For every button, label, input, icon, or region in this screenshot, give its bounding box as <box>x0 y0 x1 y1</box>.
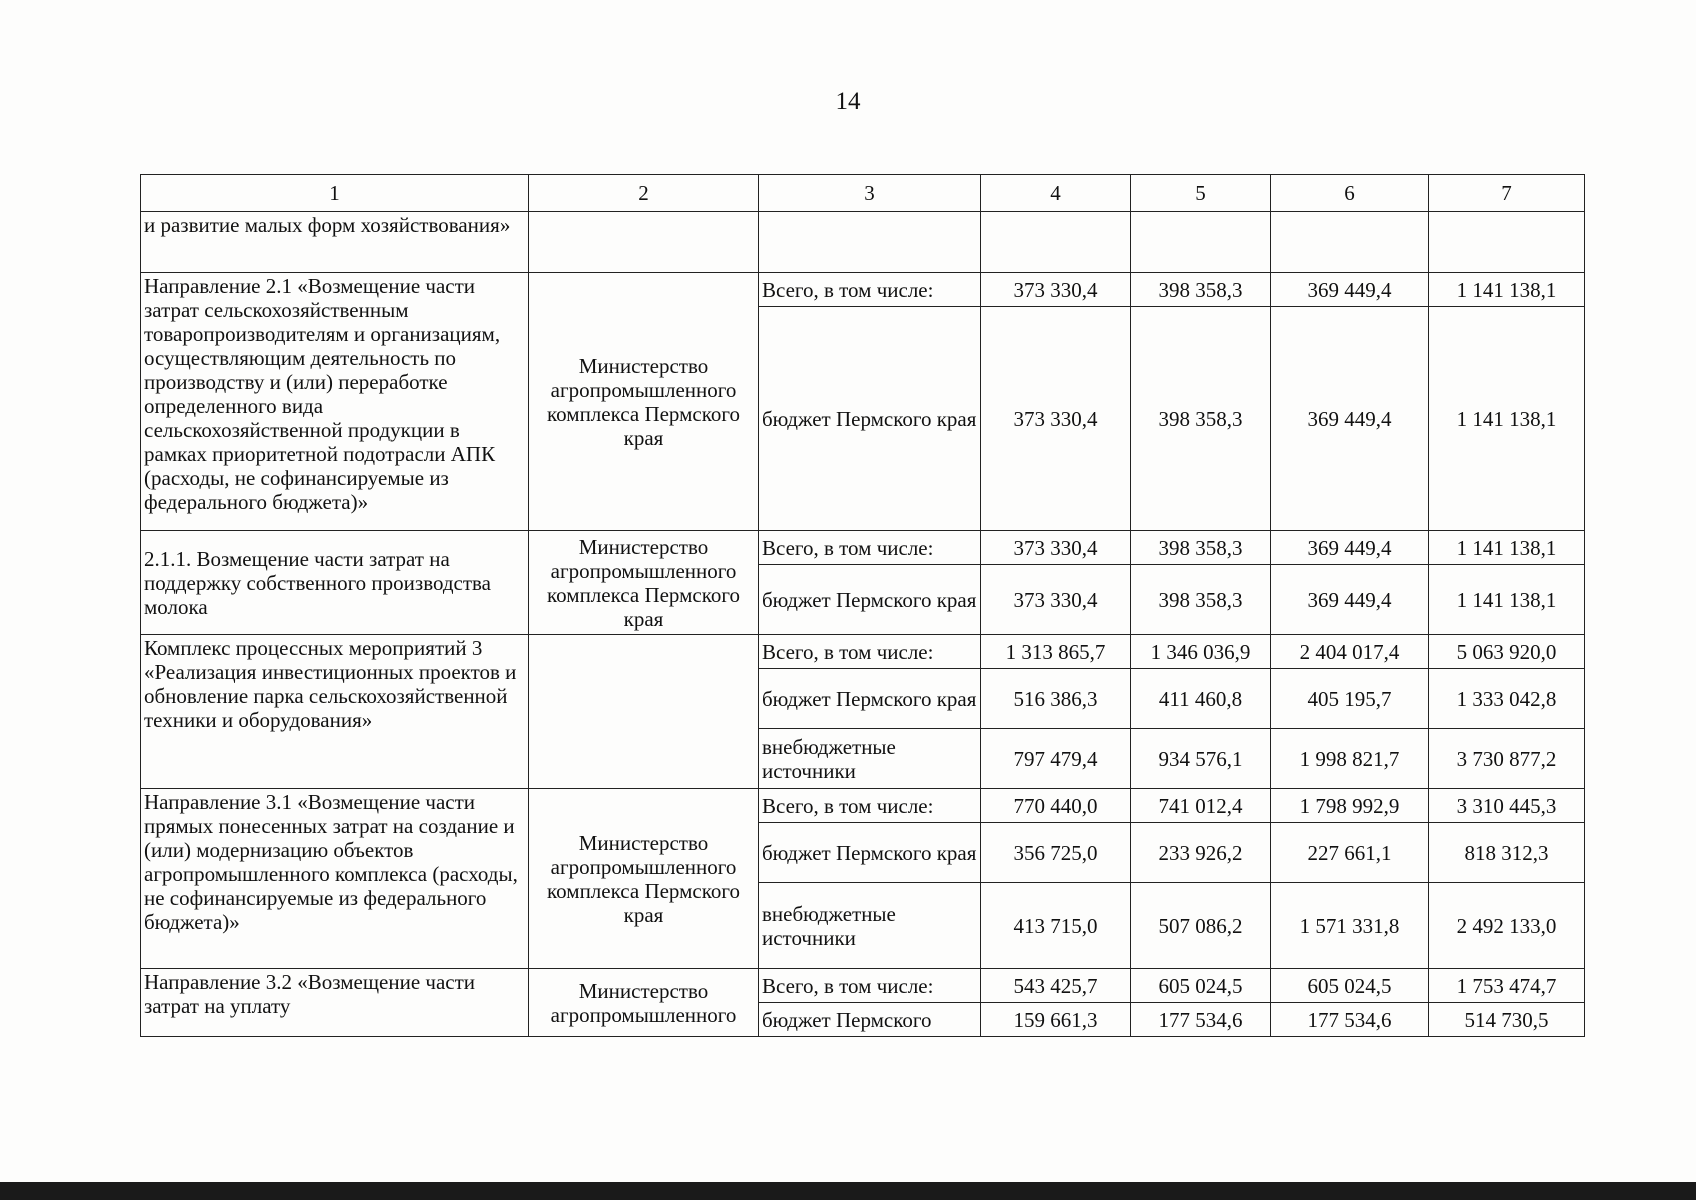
column-header: 3 <box>759 175 981 212</box>
source-cell: Всего, в том числе: <box>759 635 981 669</box>
empty-cell <box>529 212 759 273</box>
value-cell: 398 358,3 <box>1131 307 1271 531</box>
column-number-row <box>141 175 1585 212</box>
column-header: 5 <box>1131 175 1271 212</box>
value-cell: 1 141 138,1 <box>1429 307 1585 531</box>
program-name-cell: Направление 3.1 «Возмещение части прямых понесенных затрат на создание и (или) модернизацию объектов агропромышленного комплекса (расходы, не софинансируемые из федерального бюджета)» <box>141 789 529 969</box>
source-cell: Всего, в том числе: <box>759 969 981 1003</box>
value-cell: 797 479,4 <box>981 729 1131 789</box>
value-cell: 1 571 331,8 <box>1271 883 1429 969</box>
executor-cell: Министерство агропромышленного комплекса Пермского края <box>529 273 759 531</box>
source-cell: бюджет Пермского <box>759 1003 981 1037</box>
table-row <box>141 531 1585 565</box>
value-cell: 1 798 992,9 <box>1271 789 1429 823</box>
program-name-cell: и развитие малых форм хозяйствования» <box>141 212 529 273</box>
value-cell: 3 730 877,2 <box>1429 729 1585 789</box>
empty-cell <box>981 212 1131 273</box>
empty-cell <box>1271 212 1429 273</box>
value-cell: 514 730,5 <box>1429 1003 1585 1037</box>
value-cell: 356 725,0 <box>981 823 1131 883</box>
value-cell: 818 312,3 <box>1429 823 1585 883</box>
value-cell: 1 998 821,7 <box>1271 729 1429 789</box>
value-cell: 5 063 920,0 <box>1429 635 1585 669</box>
empty-cell <box>1429 212 1585 273</box>
table-row <box>141 969 1585 1003</box>
page-number: 14 <box>835 88 861 115</box>
value-cell: 413 715,0 <box>981 883 1131 969</box>
value-cell: 1 333 042,8 <box>1429 669 1585 729</box>
source-cell: внебюджетные источники <box>759 729 981 789</box>
value-cell: 369 449,4 <box>1271 531 1429 565</box>
value-cell: 1 753 474,7 <box>1429 969 1585 1003</box>
value-cell: 373 330,4 <box>981 307 1131 531</box>
value-cell: 398 358,3 <box>1131 565 1271 635</box>
column-header: 4 <box>981 175 1131 212</box>
value-cell: 1 141 138,1 <box>1429 531 1585 565</box>
value-cell: 770 440,0 <box>981 789 1131 823</box>
value-cell: 2 492 133,0 <box>1429 883 1585 969</box>
value-cell: 227 661,1 <box>1271 823 1429 883</box>
source-cell: бюджет Пермского края <box>759 307 981 531</box>
value-cell: 411 460,8 <box>1131 669 1271 729</box>
table-row <box>141 635 1585 669</box>
value-cell: 369 449,4 <box>1271 565 1429 635</box>
value-cell: 507 086,2 <box>1131 883 1271 969</box>
value-cell: 1 346 036,9 <box>1131 635 1271 669</box>
source-cell: Всего, в том числе: <box>759 531 981 565</box>
value-cell: 3 310 445,3 <box>1429 789 1585 823</box>
value-cell: 373 330,4 <box>981 565 1131 635</box>
value-cell: 177 534,6 <box>1271 1003 1429 1037</box>
value-cell: 405 195,7 <box>1271 669 1429 729</box>
empty-cell <box>1131 212 1271 273</box>
column-header: 7 <box>1429 175 1585 212</box>
source-cell: Всего, в том числе: <box>759 789 981 823</box>
column-header: 6 <box>1271 175 1429 212</box>
executor-cell: Министерство агропромышленного комплекса Пермского края <box>529 789 759 969</box>
value-cell: 543 425,7 <box>981 969 1131 1003</box>
program-name-cell: Направление 2.1 «Возмещение части затрат сельскохозяйственным товаропроизводителям и организациям, осуществляющим деятельность по производству и (или) переработке определенного вида сельскохозяйственной продукции в рамках приоритетной подотрасли АПК (расходы, не софинансируемые из федерального бюджета)» <box>141 273 529 531</box>
value-cell: 177 534,6 <box>1131 1003 1271 1037</box>
value-cell: 516 386,3 <box>981 669 1131 729</box>
value-cell: 369 449,4 <box>1271 273 1429 307</box>
scan-edge <box>0 1182 1696 1200</box>
value-cell: 605 024,5 <box>1271 969 1429 1003</box>
table-row <box>141 789 1585 823</box>
column-header: 2 <box>529 175 759 212</box>
source-cell: бюджет Пермского края <box>759 565 981 635</box>
value-cell: 398 358,3 <box>1131 531 1271 565</box>
table-row <box>141 273 1585 307</box>
executor-cell <box>529 635 759 789</box>
column-header: 1 <box>141 175 529 212</box>
empty-cell <box>759 212 981 273</box>
executor-cell: Министерство агропромышленного комплекса Пермского края <box>529 531 759 635</box>
continuation-row <box>141 212 1585 273</box>
source-cell: бюджет Пермского края <box>759 823 981 883</box>
value-cell: 1 141 138,1 <box>1429 273 1585 307</box>
source-cell: бюджет Пермского края <box>759 669 981 729</box>
value-cell: 373 330,4 <box>981 531 1131 565</box>
value-cell: 398 358,3 <box>1131 273 1271 307</box>
value-cell: 1 313 865,7 <box>981 635 1131 669</box>
program-name-cell: Комплекс процессных мероприятий 3 «Реализация инвестиционных проектов и обновление парка сельскохозяйственной техники и оборудования» <box>141 635 529 789</box>
value-cell: 605 024,5 <box>1131 969 1271 1003</box>
program-name-cell: 2.1.1. Возмещение части затрат на поддержку собственного производства молока <box>141 531 529 635</box>
executor-cell: Министерство агропромышленного <box>529 969 759 1037</box>
value-cell: 373 330,4 <box>981 273 1131 307</box>
value-cell: 741 012,4 <box>1131 789 1271 823</box>
value-cell: 934 576,1 <box>1131 729 1271 789</box>
value-cell: 369 449,4 <box>1271 307 1429 531</box>
budget-table <box>140 174 1585 1037</box>
value-cell: 159 661,3 <box>981 1003 1131 1037</box>
source-cell: внебюджетные источники <box>759 883 981 969</box>
value-cell: 2 404 017,4 <box>1271 635 1429 669</box>
program-name-cell: Направление 3.2 «Возмещение части затрат на уплату <box>141 969 529 1037</box>
value-cell: 1 141 138,1 <box>1429 565 1585 635</box>
source-cell: Всего, в том числе: <box>759 273 981 307</box>
value-cell: 233 926,2 <box>1131 823 1271 883</box>
